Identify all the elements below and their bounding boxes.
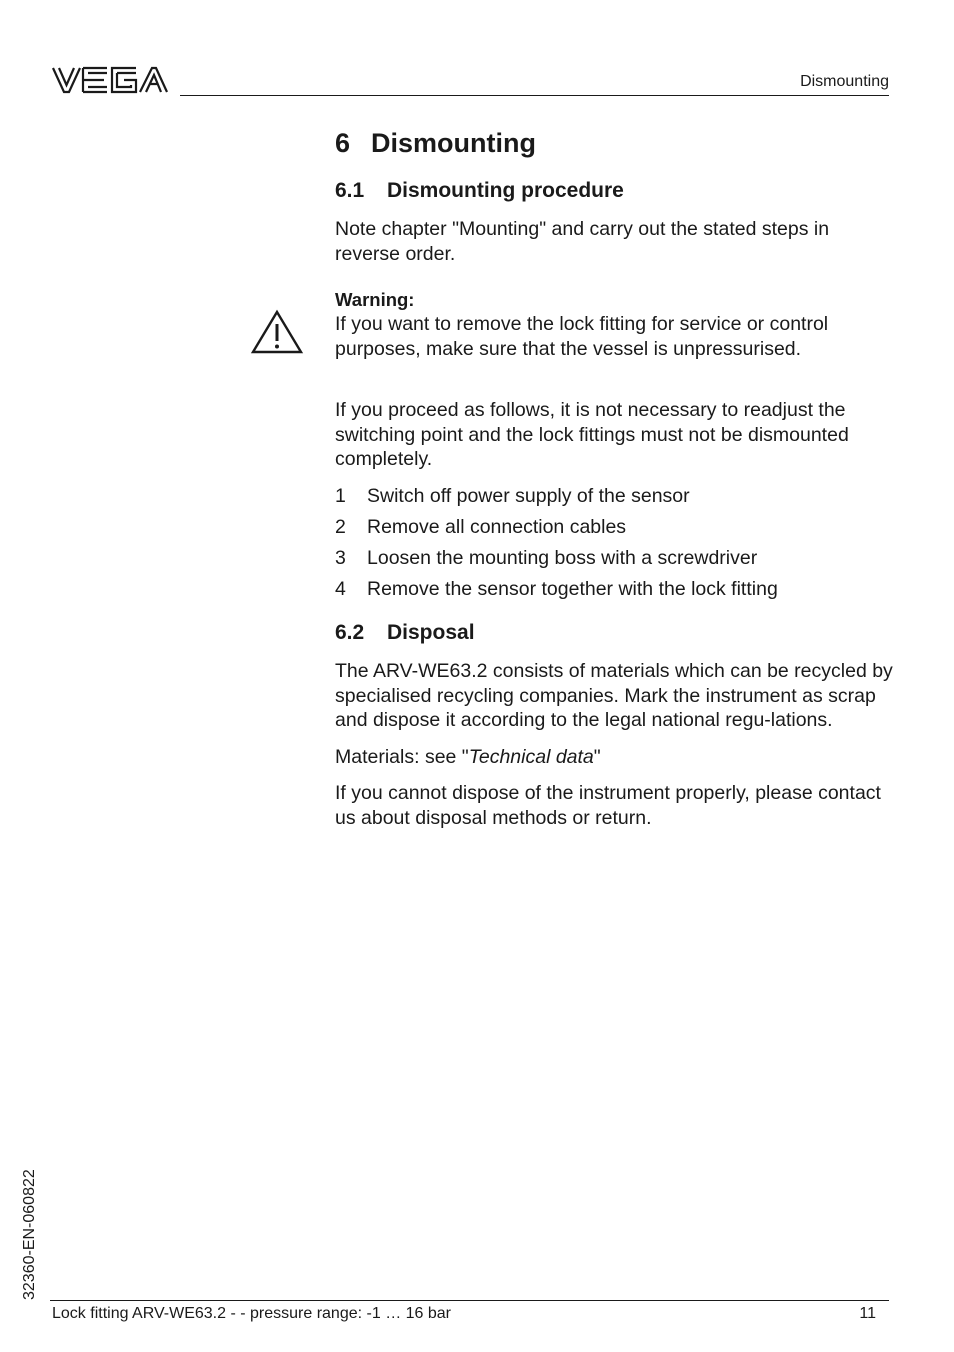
procedure-paragraph: If you proceed as follows, it is not necessary to readjust the switching point and the lock fittings must not be dismounted completely.: [335, 399, 849, 470]
materials-suffix: ": [593, 745, 601, 768]
step-text: Remove the sensor together with the lock fitting: [367, 577, 778, 600]
chapter-title: Dismounting: [371, 128, 536, 158]
step-number: 1: [335, 484, 346, 507]
document-code: 32360-EN-060822: [21, 1169, 38, 1300]
list-item: [335, 546, 895, 571]
step-number: 4: [335, 577, 346, 600]
list-item: [335, 484, 895, 509]
disposal-paragraph: The ARV-WE63.2 consists of materials which can be recycled by specialised recycling companies. Mark the instrument as scrap and dispose it according to the legal national regu-lations.: [335, 660, 893, 731]
procedure-steps: [335, 484, 895, 602]
step-text: Loosen the mounting boss with a screwdriver: [367, 546, 758, 569]
materials-prefix: Materials: see ": [335, 745, 469, 768]
section-number: 6.1: [335, 179, 365, 202]
vega-logo: [50, 63, 168, 97]
materials-reference: [335, 745, 895, 770]
step-text: Switch off power supply of the sensor: [367, 484, 690, 507]
chapter-number: 6: [335, 128, 351, 158]
main-content: [335, 126, 895, 830]
running-header-title: Dismounting: [800, 73, 889, 90]
technical-data-reference: Technical data: [468, 745, 594, 768]
footer-product-title: Lock fitting ARV-WE63.2 - - pressure range: -1 … 16 bar: [52, 1305, 451, 1322]
footer-rule: [50, 1300, 889, 1301]
page-number: 11: [859, 1305, 876, 1322]
section-heading-dismounting-procedure: [335, 178, 895, 204]
section-number: 6.2: [335, 621, 365, 644]
warning-title: Warning:: [335, 289, 415, 310]
step-number: 2: [335, 515, 346, 538]
step-number: 3: [335, 546, 346, 569]
return-paragraph: If you cannot dispose of the instrument properly, please contact us about disposal methods or return.: [335, 782, 881, 829]
intro-paragraph: Note chapter "Mounting" and carry out the stated steps in reverse order.: [335, 218, 830, 265]
warning-text: If you want to remove the lock fitting for service or control purposes, make sure that the vessel is unpressurised.: [335, 313, 829, 360]
list-item: [335, 515, 895, 540]
list-item: [335, 577, 895, 602]
section-title: Disposal: [387, 621, 475, 644]
section-heading-disposal: [335, 620, 895, 646]
header-rule: [180, 95, 889, 96]
chapter-heading: [335, 126, 895, 160]
warning-triangle-icon: [250, 309, 304, 355]
step-text: Remove all connection cables: [367, 515, 627, 538]
section-title: Dismounting procedure: [387, 179, 624, 202]
